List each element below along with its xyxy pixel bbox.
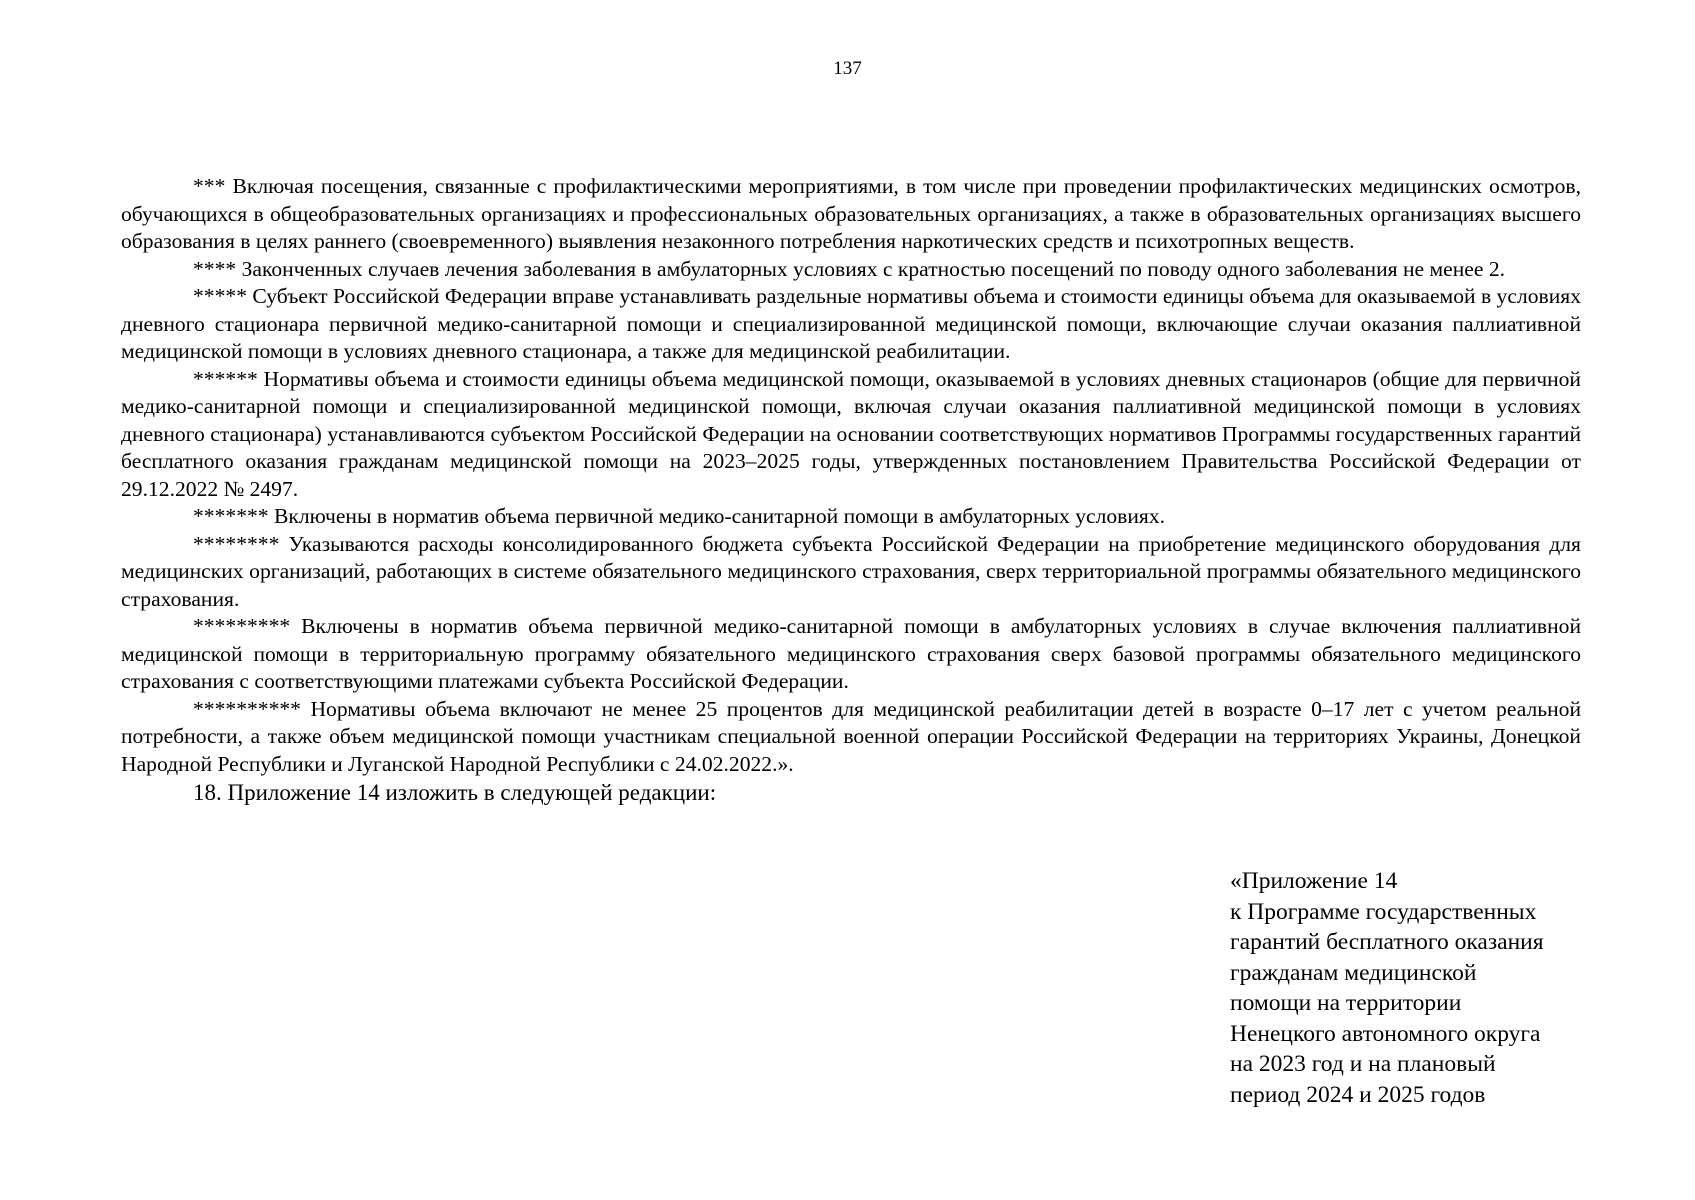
footnote-8-asterisks: ******** Указываются расходы консолидированного бюджета субъекта Российской Федерации на приобретение медицинского оборудования для медицинских организаций, работающих в системе обязательного медицинского страхования, сверх территориальной программы обязательного медицинского страхования. [121, 531, 1581, 611]
item-18-instruction: 18. Приложение 14 изложить в следующей редакции: [193, 780, 717, 805]
appendix-line: гражданам медицинской [1230, 959, 1477, 986]
footnote-3-asterisks: *** Включая посещения, связанные с профилактическими мероприятиями, в том числе при проведении профилактических медицинских осмотров, обучающихся в общеобразовательных организациях и профессиональных образовательных организациях, а также в образовательных организациях высшего образования в целях раннего (своевременного) выявления незаконного потребления наркотических средств и психотропных веществ. [121, 174, 1581, 253]
appendix-line: к Программе государственных [1230, 898, 1537, 925]
appendix-line: гарантий бесплатного оказания [1230, 929, 1544, 955]
appendix-line: на 2023 год и на плановый [1230, 1051, 1496, 1077]
footnote-7-asterisks: ******* Включены в норматив объема первичной медико-санитарной помощи в амбулаторных условиях. [193, 504, 1166, 528]
page-number: 137 [833, 58, 862, 79]
footnote-5-asterisks: ***** Субъект Российской Федерации вправе устанавливать раздельные нормативы объема и стоимости единицы объема для оказываемой в условиях дневного стационара первичной медико-санитарной помощи и специализированной медицинской помощи, включающие случаи оказания паллиативной медицинской помощи в условиях дневного стационара, а также для медицинской реабилитации. [121, 284, 1581, 363]
footnote-4-asterisks: **** Законченных случаев лечения заболевания в амбулаторных условиях с кратностью посещений по поводу одного заболевания не менее 2. [193, 256, 1506, 281]
footnote-6-asterisks: ****** Нормативы объема и стоимости единицы объема медицинской помощи, оказываемой в условиях дневных стационаров (общие для первичной медико-санитарной помощи и специализированной медицинской помощи, включая случаи оказания паллиативной медицинской помощи в условиях дневного стационара) устанавливаются субъектом Российской Федерации на основании соответствующих нормативов Программы государственных гарантий бесплатного оказания гражданам медицинской помощи на 2023–2025 годы, утвержденных постановлением Правительства Российской Федерации от 29.12.2022 № 2497. [121, 366, 1581, 501]
appendix-line: «Приложение 14 [1230, 868, 1398, 894]
footnotes-block [121, 173, 1581, 807]
appendix-line: Ненецкого автономного округа [1230, 1020, 1541, 1047]
appendix-heading [1230, 866, 1630, 1110]
appendix-line: период 2024 и 2025 годов [1230, 1081, 1486, 1108]
footnote-10-asterisks: ********** Нормативы объема включают не менее 25 процентов для медицинской реабилитации детей в возрасте 0–17 лет с учетом реальной потребности, а также объем медицинской помощи участникам специальной военной операции Российской Федерации на территориях Украины, Донецкой Народной Республики и Луганской Народной Республики с 24.02.2022.». [121, 696, 1581, 776]
footnote-9-asterisks: ********* Включены в норматив объема первичной медико-санитарной помощи в амбулаторных условиях в случае включения паллиативной медицинской помощи в территориальную программу обязательного медицинского страхования сверх базовой программы обязательного медицинского страхования с соответствующими платежами субъекта Российской Федерации. [121, 614, 1581, 693]
appendix-line: помощи на территории [1230, 990, 1462, 1016]
